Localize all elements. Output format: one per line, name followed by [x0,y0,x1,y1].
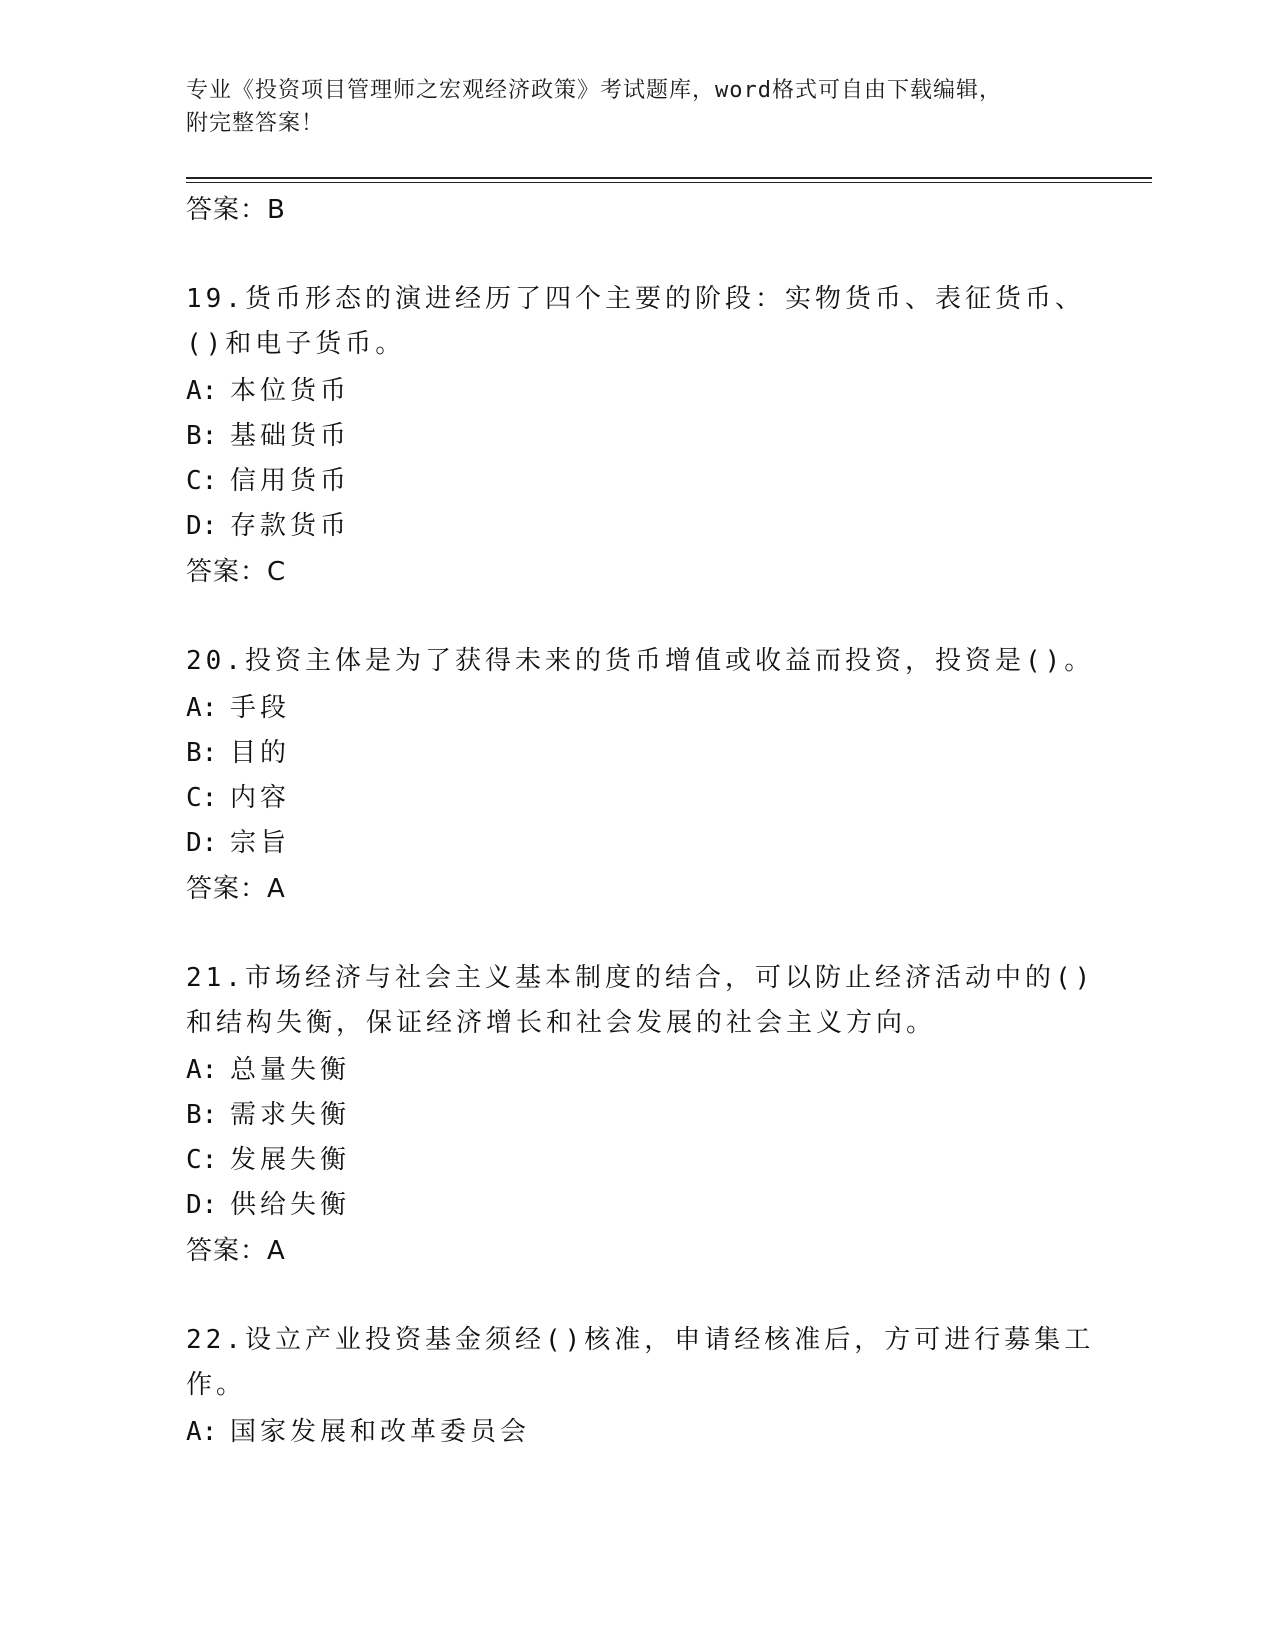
answer-option [186,414,1106,459]
option-letter: D: [186,1190,218,1220]
document-header [186,74,1086,140]
answer-option [186,731,1106,776]
option-text: 需求失衡 [230,1100,351,1130]
question-block [186,277,1106,595]
answer-option [186,686,1106,731]
answer-line [186,549,1106,595]
answer-label: 答案： [186,1236,268,1266]
answer-option [186,776,1106,821]
answer-label: 答案： [186,557,268,587]
option-text: 存款货币 [230,511,351,541]
question-list [186,277,1106,1455]
question-stem: 22.设立产业投资基金须经()核准，申请经核准后，方可进行募集工作。 [186,1325,1095,1400]
option-text: 发展失衡 [230,1145,351,1175]
answer-value: A [267,1236,286,1266]
answer-label: 答案： [186,874,268,904]
option-text: 目的 [230,738,291,768]
option-text: 信用货币 [230,466,351,496]
answer-value: B [267,195,286,225]
question-stem: 19.货币形态的演进经历了四个主要的阶段：实物货币、表征货币、()和电子货币。 [186,284,1085,359]
option-letter: A: [186,1055,218,1085]
option-letter: C: [186,1145,218,1175]
answer-option [186,1048,1106,1093]
answer-option [186,1183,1106,1228]
question-stem: 20.投资主体是为了获得未来的货币增值或收益而投资，投资是()。 [186,646,1095,676]
answer-option [186,821,1106,866]
answer-option [186,459,1106,504]
option-text: 内容 [230,783,291,813]
option-text: 总量失衡 [230,1055,351,1085]
option-letter: C: [186,466,218,496]
option-text: 手段 [230,693,291,723]
option-text: 国家发展和改革委员会 [230,1417,531,1447]
answer-label: 答案： [186,195,268,225]
answer-option [186,1138,1106,1183]
question-stem: 21.市场经济与社会主义基本制度的结合，可以防止经济活动中的()和结构失衡，保证经济增长和社会发展的社会主义方向。 [186,963,1095,1038]
option-letter: C: [186,783,218,813]
answer-value: A [267,874,286,904]
answer-option [186,504,1106,549]
answer-line [186,866,1106,912]
question-block [186,956,1106,1274]
option-letter: A: [186,693,218,723]
option-text: 供给失衡 [230,1190,351,1220]
option-letter: B: [186,1100,218,1130]
option-text: 基础货币 [230,421,351,451]
header-line-2: 附完整答案！ [186,111,325,136]
option-letter: B: [186,421,218,451]
question-block [186,1318,1106,1455]
answer-value: C [267,557,287,587]
option-text: 本位货币 [230,376,351,406]
answer-line [186,1228,1106,1274]
answer-option [186,1410,1106,1455]
option-letter: D: [186,828,218,858]
option-letter: A: [186,1417,218,1447]
option-letter: A: [186,376,218,406]
header-line-1: 专业《投资项目管理师之宏观经济政策》考试题库，word格式可自由下载编辑， [186,78,1002,103]
document-body [186,187,1106,1455]
answer-option [186,1093,1106,1138]
header-divider-thick [186,177,1152,179]
header-divider-thin [186,182,1152,183]
option-letter: B: [186,738,218,768]
answer-line [186,187,1106,233]
option-text: 宗旨 [230,828,291,858]
option-letter: D: [186,511,218,541]
question-block [186,639,1106,912]
answer-option [186,369,1106,414]
